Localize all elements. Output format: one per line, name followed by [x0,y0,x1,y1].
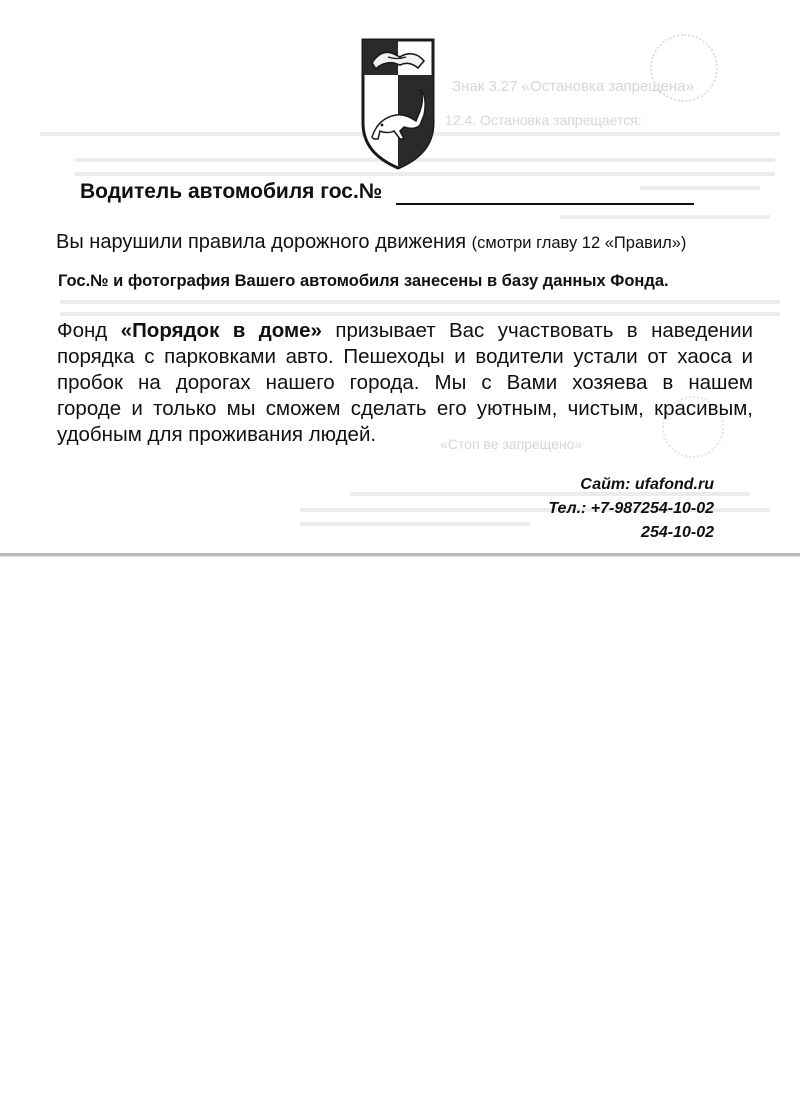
appeal-line-1 [57,318,753,344]
site-link[interactable]: Сайт: ufafond.ru [580,476,714,493]
appeal-line-4: городе и только мы сможем сделать его уютным, чистым, красивым, [57,397,753,420]
phone-number[interactable]: Тел.: +7-987254-10-02 [548,500,714,517]
appeal-paragraph [57,318,753,448]
ghost-text-line [640,186,760,190]
appeal-line-5: удобным для проживания людей. [57,423,377,446]
phone-number-short[interactable]: 254-10-02 [641,524,714,541]
ghost-text-line [75,172,775,176]
appeal-line-1-rest: призывает Вас участвовать в наведении [335,319,753,342]
ghost-text-line [60,312,780,316]
coat-of-arms-icon [360,37,436,171]
violation-note: (смотри главу 12 «Правил») [471,234,687,252]
ghost-text-line [60,300,780,304]
contacts-block [548,473,714,545]
ghost-text-line [560,215,770,219]
ghost-mirrored-heading: «Стоп ве запрещено» [440,436,583,452]
appeal-line-2: порядка с парковками авто. Пешеходы и водители устали от хаоса и [57,345,753,368]
appeal-prefix: Фонд [57,319,108,342]
plate-number-blank [396,203,694,205]
violation-main: Вы нарушили правила дорожного движения [56,231,467,253]
ghost-heading: Знак 3.27 «Остановка запрещена» [452,78,694,95]
driver-plate-label: Водитель автомобиля гос.№ [80,180,383,203]
ghost-text-line [300,522,530,526]
sheet-edge-shadow [0,556,800,557]
violation-line [56,231,686,254]
fund-name: «Порядок в доме» [120,319,322,342]
database-notice: Гос.№ и фотография Вашего автомобиля занесены в базу данных Фонда. [58,272,669,290]
appeal-line-3: пробок на дорогах нашего города. Мы с Вами хозяева в нашем [57,371,753,394]
ghost-subheading: 12.4. Остановка запрещается: [445,112,642,128]
